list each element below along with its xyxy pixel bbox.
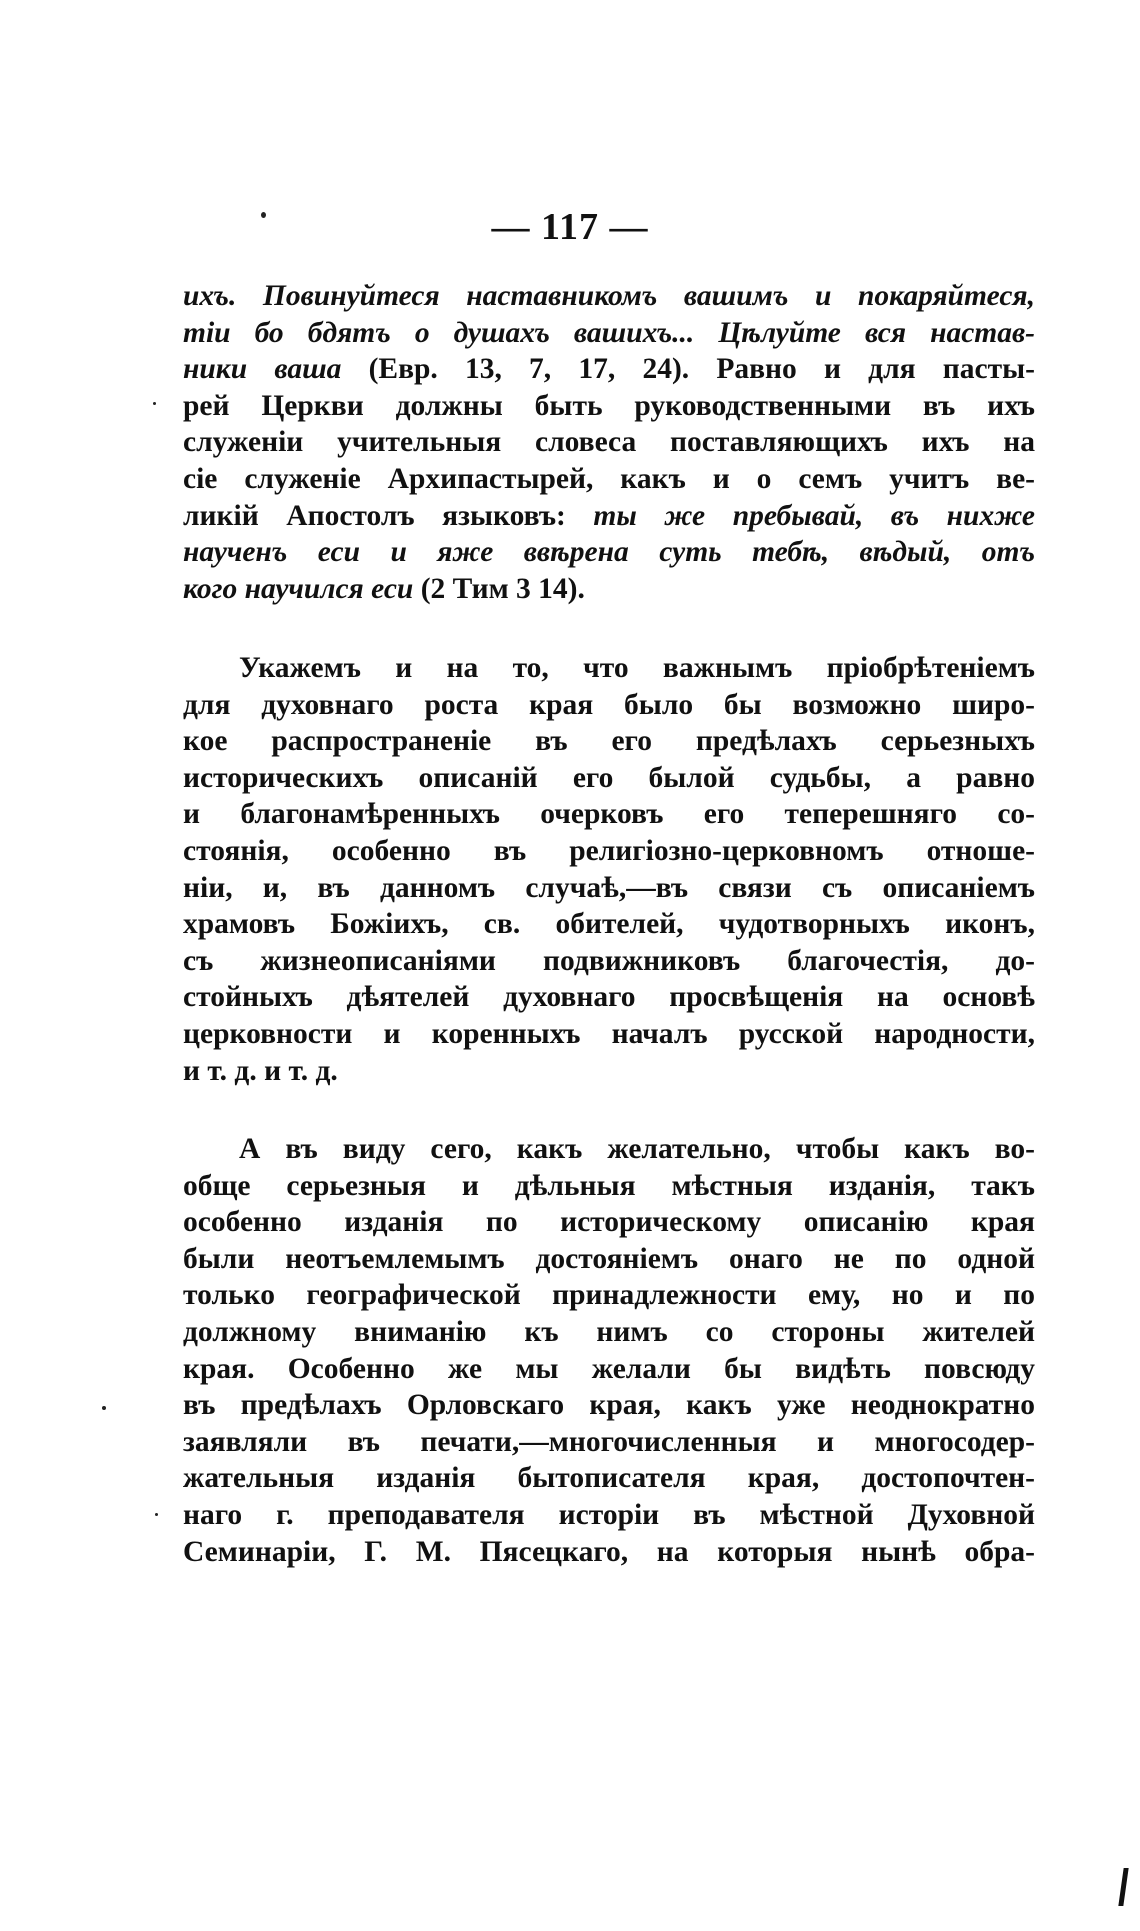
text-line: въ предѣлахъ Орловскаго края, какъ уже неоднократно [183,1389,1035,1422]
ink-speck [153,402,156,405]
text-line: только географической принадлежности ему, но и по [183,1279,1035,1312]
text-line: ихъ. Повинуйтеся наставникомъ вашимъ и покаряйтеся, [183,280,1035,312]
ink-speck [155,1513,158,1516]
ink-speck [102,1406,106,1410]
text-line: и благонамѣренныхъ очерковъ его теперешняго со- [183,798,1035,831]
text-line: служеніи учительныя словеса поставляющихъ ихъ на [183,426,1035,459]
paragraph [183,1131,1035,1570]
text-line [183,498,1035,535]
text-line: и т. д. и т. д. [183,1054,338,1087]
text-line: обще серьезныя и дѣльныя мѣстныя изданія, такъ [183,1169,1035,1202]
text-line: наго г. преподавателя исторіи въ мѣстной Духовной [183,1498,1035,1531]
text-line: А въ виду сего, какъ желательно, чтобы какъ во- [239,1133,1035,1165]
paragraph-continuation [183,278,1035,607]
text-line: стойныхъ дѣятелей духовнаго просвѣщенія на основѣ [183,981,1035,1014]
italic-quote: кого научился еси [183,572,414,605]
paragraph [183,650,1035,1089]
text-line: края. Особенно же мы желали бы видѣть повсюду [183,1352,1035,1385]
text-line: кое распространеніе въ его предѣлахъ серьезныхъ [183,725,1035,758]
text-span: ликій Апостолъ языковъ: [183,499,594,532]
citation: (Евр. 13, 7, 17, 24). Равно и для пасты- [341,353,1035,386]
citation: (2 Тим 3 14). [413,572,585,605]
text-line: были неотъемлемымъ достояніемъ онаго не по одной [183,1242,1035,1275]
text-line [183,571,1035,608]
page-edge-mark [1118,1868,1128,1906]
text-line: особенно изданія по историческому описанію края [183,1206,1035,1239]
text-line: должному вниманію къ нимъ со стороны жителей [183,1315,1035,1348]
text-line: сіе служеніе Архипастырей, какъ и о семъ учитъ ве- [183,462,1035,495]
text-line: храмовъ Божіихъ, св. обителей, чудотворныхъ иконъ, [183,908,1035,941]
text-line: тіи бо бдятъ о душахъ вашихъ... Цѣлуйте вся настав- [183,316,1035,349]
text-line: жательныя изданія бытописателя края, достопочтен- [183,1462,1035,1495]
text-line: Укажемъ и на то, что важнымъ пріобрѣтеніемъ [239,652,1035,684]
text-line [183,351,1035,388]
text-line: наученъ еси и яже ввѣрена суть тебѣ, вѣдый, отъ [183,536,1035,569]
italic-quote: ники ваша [183,353,342,386]
text-line: ніи, и, въ данномъ случаѣ,—въ связи съ описаніемъ [183,871,1035,904]
text-line: для духовнаго роста края было бы возможно широ- [183,688,1035,721]
italic-quote: ты же пребывай, въ нихже [593,499,1035,532]
text-line: церковности и коренныхъ началъ русской народности, [183,1017,1035,1050]
text-line: историческихъ описаній его былой судьбы, а равно [183,761,1035,794]
text-line: съ жизнеописаніями подвижниковъ благочестія, до- [183,944,1035,977]
text-line: стоянія, особенно въ религіозно-церковномъ отноше- [183,834,1035,867]
text-line: рей Церкви должны быть руководственными въ ихъ [183,389,1035,422]
page-number: — 117 — [491,206,649,248]
text-line: Семинаріи, Г. М. Пясецкаго, на которыя нынѣ обра- [183,1535,1035,1568]
text-line: заявляли въ печати,—многочисленныя и многосодер- [183,1425,1035,1458]
